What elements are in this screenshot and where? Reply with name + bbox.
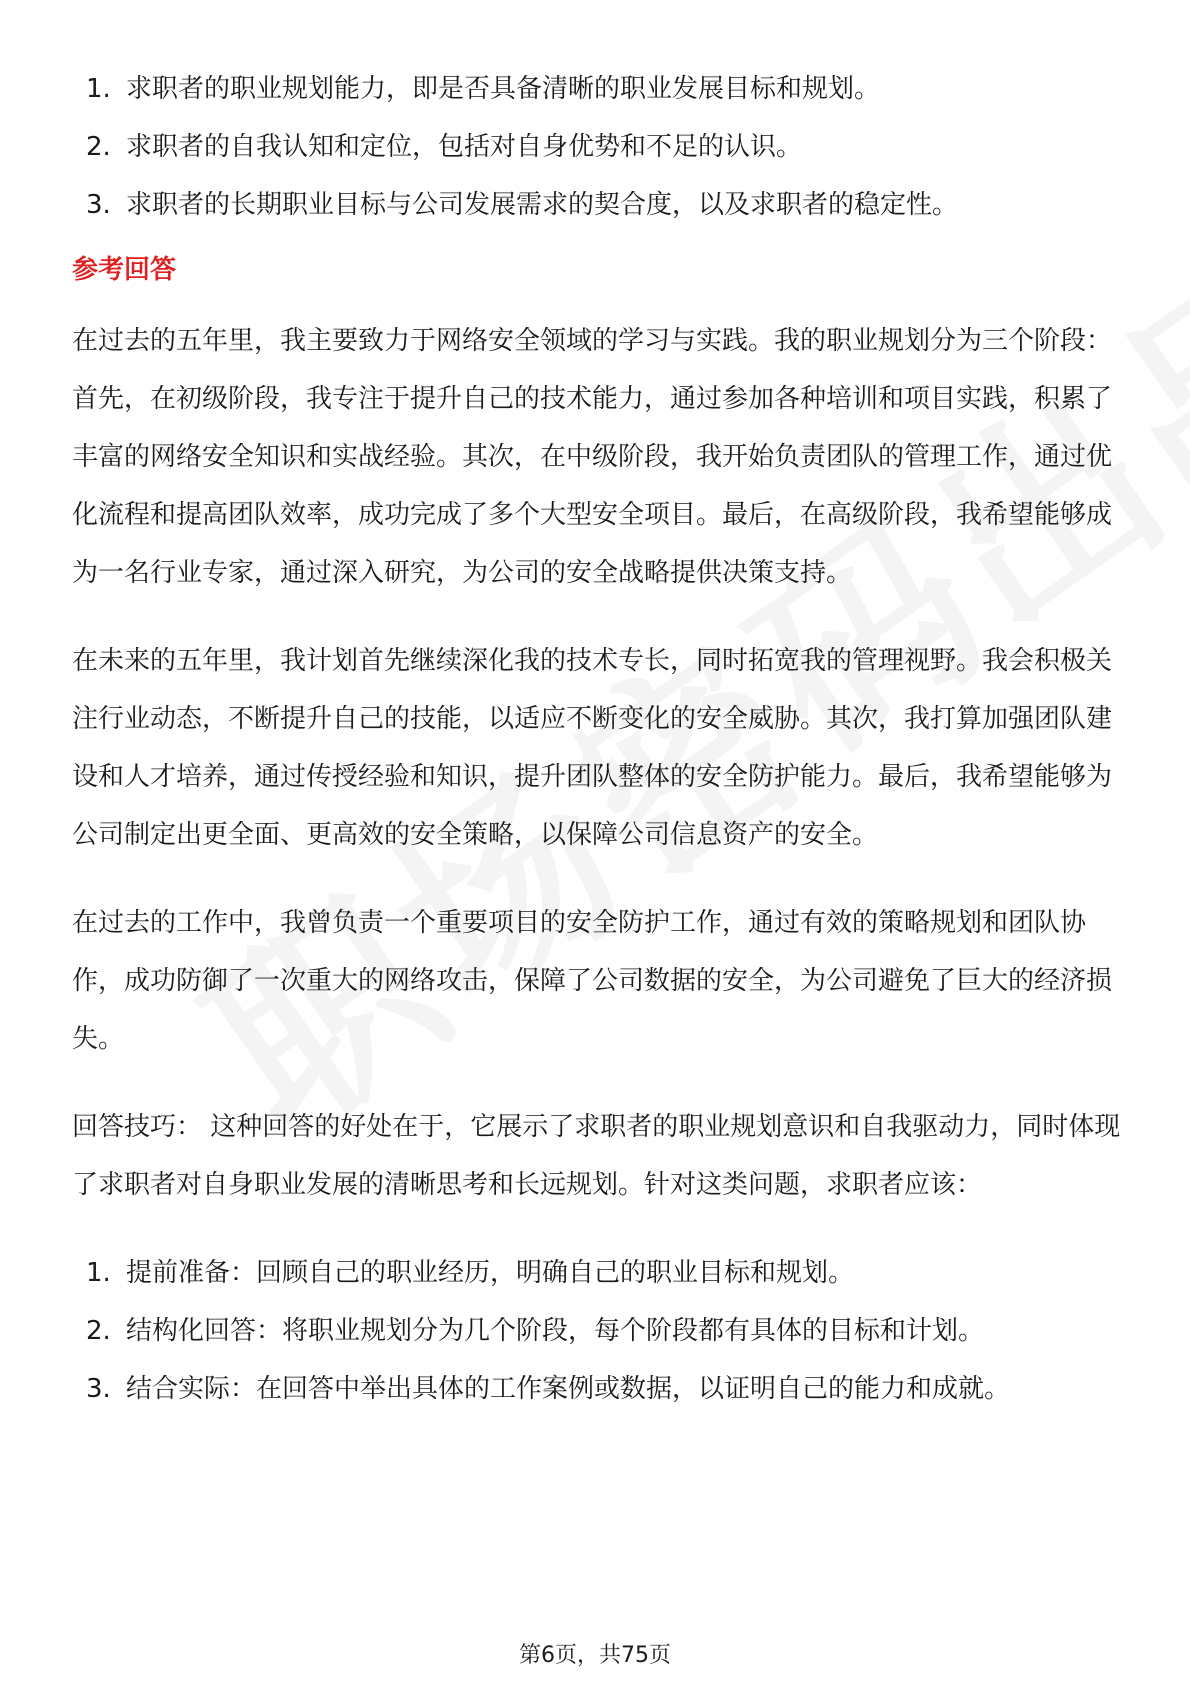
- list-item: 1. 提前准备：回顾自己的职业经历，明确自己的职业目标和规划。: [86, 1258, 855, 1288]
- intro-list: [72, 60, 1122, 234]
- paragraph: 回答技巧： 这种回答的好处在于，它展示了求职者的职业规划意识和自我驱动力，同时体现了求职者对自身职业发展的清晰思考和长远规划。针对这类问题，求职者应该：: [72, 1112, 1121, 1200]
- paragraph: 在未来的五年里，我计划首先继续深化我的技术专长，同时拓宽我的管理视野。我会积极关注行业动态，不断提升自己的技能，以适应不断变化的安全威胁。其次，我打算加强团队建设和人才培养，通过传授经验和知识，提升团队整体的安全防护能力。最后，我希望能够为公司制定出更全面、更高效的安全策略，以保障公司信息资产的安全。: [72, 646, 1113, 850]
- list-item: 3. 求职者的长期职业目标与公司发展需求的契合度，以及求职者的稳定性。: [86, 190, 959, 220]
- tips-list: [72, 1244, 1122, 1418]
- list-item: 2. 求职者的自我认知和定位，包括对自身优势和不足的认识。: [86, 132, 803, 162]
- paragraph: 在过去的工作中，我曾负责一个重要项目的安全防护工作，通过有效的策略规划和团队协作，成功防御了一次重大的网络攻击，保障了公司数据的安全，为公司避免了巨大的经济损失。: [72, 908, 1113, 1054]
- document-body: [72, 60, 1122, 1418]
- paragraph: 在过去的五年里，我主要致力于网络安全领域的学习与实践。我的职业规划分为三个阶段：首先，在初级阶段，我专注于提升自己的技术能力，通过参加各种培训和项目实践，积累了丰富的网络安全知识和实战经验。其次，在中级阶段，我开始负责团队的管理工作，通过优化流程和提高团队效率，成功完成了多个大型安全项目。最后，在高级阶段，我希望能够成为一名行业专家，通过深入研究，为公司的安全战略提供决策支持。: [72, 326, 1113, 588]
- list-item: 2. 结构化回答：将职业规划分为几个阶段，每个阶段都有具体的目标和计划。: [86, 1316, 985, 1346]
- section-title: 参考回答: [72, 255, 177, 285]
- list-item: 3. 结合实际：在回答中举出具体的工作案例或数据，以证明自己的能力和成就。: [86, 1374, 1011, 1404]
- list-item: 1. 求职者的职业规划能力，即是否具备清晰的职业发展目标和规划。: [86, 74, 881, 104]
- page-number: 第6页，共75页: [519, 1643, 671, 1668]
